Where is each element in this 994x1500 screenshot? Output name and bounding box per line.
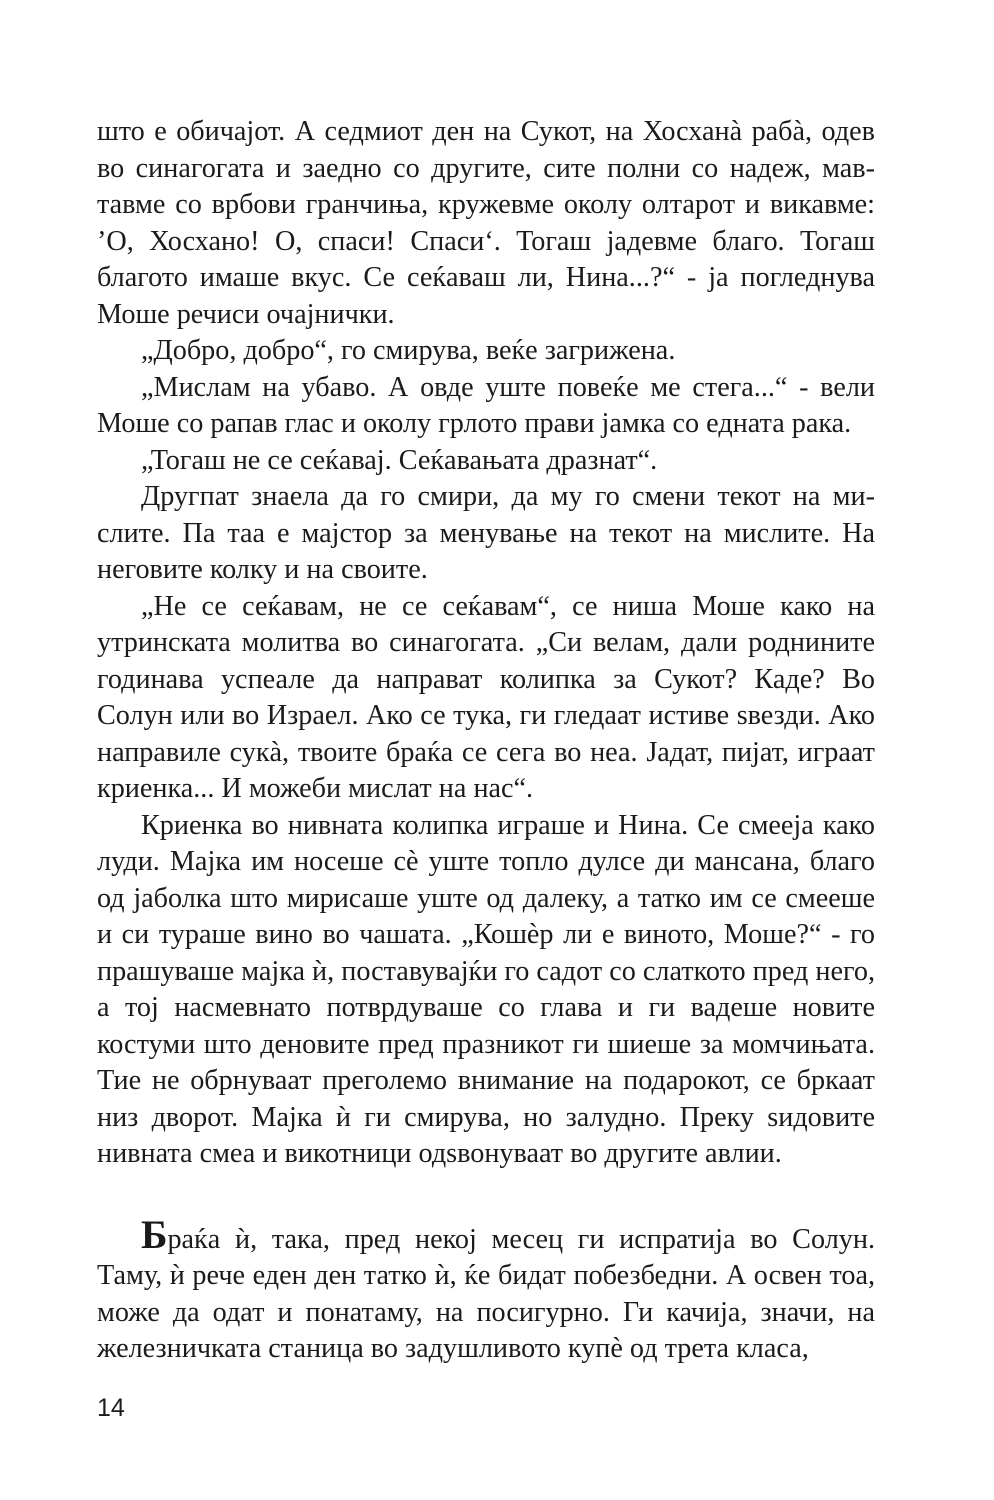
- paragraph: „Тогаш не се сеќавај. Сеќавањата дразнат“.: [141, 444, 658, 476]
- section-opening-text: раќа ѝ, така, пред некој месец ги испратија во Солун. Таму, ѝ рече еден ден татко ѝ, ќе бидат побезбедни. А освен тоа, може да одат и понатаму, на посигурно. Ги качија, значи, на железничката станица во задушливото купè од трета класа,: [97, 1223, 875, 1364]
- paragraph: „Мислам на убаво. А овде уште повеќе ме стега...“ - вели Моше со рапав глас и околу грлото прави јамка со едната рака.: [97, 371, 875, 439]
- paragraph: „Добро, добро“, го смирува, веќе загрижена.: [141, 335, 676, 366]
- paragraph-continued: што е обичајот. А седмиот ден на Сукот, на Хосханà рабà, одев во синагогата и заедно со другите, сите полни со надеж, мавтавме со врбови гранчиња, кружевме околу олтарот и викавме: ’О, Хосхано! О, спаси! Спаси‘. Тогаш јадевме благо. Тогаш благото имаше вкус. Се сеќаваш ли, Нина...?“ - ја погледнува Моше речиси очајнички.: [97, 116, 875, 330]
- paragraph: „Не се сеќавам, не се сеќавам“, се ниша Моше како на утринската молитва во синагогата. „Си велам, дали роднините годинава успеале да направат колипка за Сукот? Каде? Во Солун или во Израел. Ако се тука, ги гледаат истиве ѕвезди. Ако направиле сукà, твоите браќа се сега во неа. Јадат, пијат, играат криенка... И можеби мислат на нас“.: [97, 590, 875, 804]
- paragraph: Другпат знаела да го смири, да му го смени текот на мислите. Па таа е мајстор за менување на текот на мислите. На неговите колку и на своите.: [97, 481, 875, 585]
- page-number: 14: [97, 1394, 125, 1422]
- section-opening-paragraph: [97, 1211, 875, 1368]
- paragraph: Криенка во нивната колипка играше и Нина. Се смееја како луди. Мајка им носеше сè уште топло дулсе ди мансана, благо од јаболка што мирисаше уште од далеку, а татко им се смееше и си тураше вино во чашата. „Кошèр ли е виното, Моше?“ - го прашуваше мајка ѝ, поставувајќи го садот со слаткото пред него, а тој насмевнато потврдуваше со глава и ги вадеше новите костуми што деновите пред празникот ги шиеше за момчињата. Тие не обрнуваат преголемо внимание на подарокот, се бркаат низ дворот. Мајка ѝ ги смирува, но залудно. Преку ѕидовите нивната смеа и викотници одѕвонуваат во другите авлии.: [97, 809, 875, 1169]
- section-break: [97, 1173, 875, 1217]
- body-text: [97, 114, 875, 1368]
- drop-cap-letter: Б: [141, 1211, 168, 1257]
